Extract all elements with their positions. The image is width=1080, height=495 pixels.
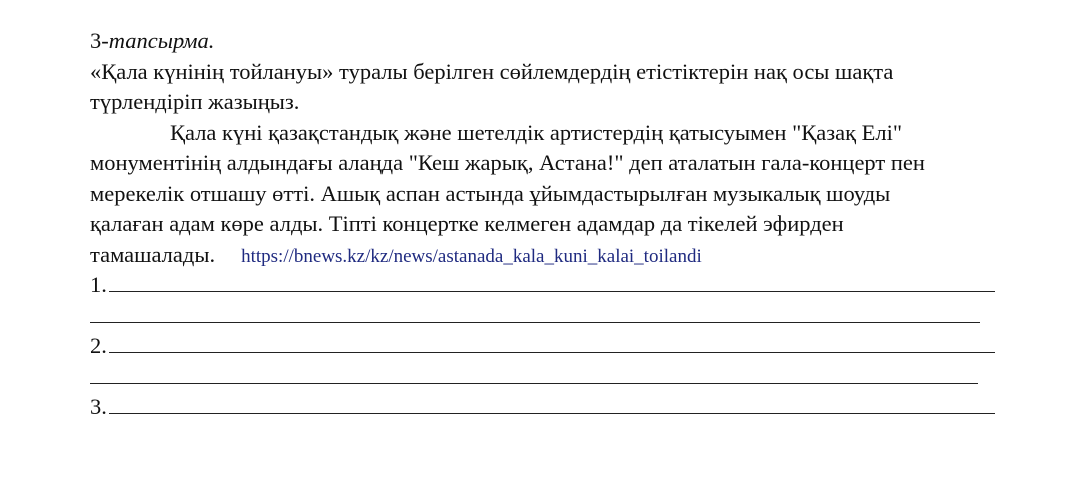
answer-line-1b[interactable] xyxy=(90,301,1075,332)
worksheet xyxy=(90,26,1075,423)
passage-last-word: тамашалады. xyxy=(90,241,216,267)
answer-line-2b[interactable] xyxy=(90,362,1075,393)
answer-number-3: 3. xyxy=(90,394,107,419)
answer-rule-1a[interactable] xyxy=(109,290,995,292)
passage-line-3: мерекелік отшашу өтті. Ашық аспан астында ұйымдастырылған музыкалық шоуды xyxy=(90,180,891,206)
passage-line-5 xyxy=(90,240,1075,271)
passage-line-4: қалаған адам көре алды. Тіпті концертке келмеген адамдар да тікелей эфирден xyxy=(90,211,844,236)
answer-line-3[interactable] xyxy=(90,392,1075,423)
task-number: 3- xyxy=(90,28,109,53)
answer-rule-2b[interactable] xyxy=(90,382,978,384)
task-word: тапсырма. xyxy=(108,28,215,53)
answer-line-2[interactable] xyxy=(90,331,1075,362)
answer-rule-3a[interactable] xyxy=(109,412,995,414)
instruction-line-1: «Қала күнінің тойлануы» туралы берілген сөйлемдердің етістіктерін нақ осы шақта xyxy=(90,58,894,84)
passage-line-1: Қала күні қазақстандық және шетелдік артистердің қатысуымен "Қазақ Елі" xyxy=(170,119,903,145)
answer-number-2: 2. xyxy=(90,333,107,358)
answer-rule-1b[interactable] xyxy=(90,321,980,323)
task-heading xyxy=(90,26,1075,57)
answer-rule-2a[interactable] xyxy=(109,351,995,353)
passage-line-2: монументінің алдындағы алаңда "Кеш жарық, Астана!" деп аталатын гала-концерт пен xyxy=(90,150,925,175)
instruction-line-2: түрлендіріп жазыңыз. xyxy=(90,89,300,114)
source-link[interactable]: https://bnews.kz/kz/news/astanada_kala_kuni_kalai_toilandi xyxy=(241,245,702,267)
answer-line-1[interactable] xyxy=(90,270,1075,301)
answer-number-1: 1. xyxy=(90,272,107,297)
